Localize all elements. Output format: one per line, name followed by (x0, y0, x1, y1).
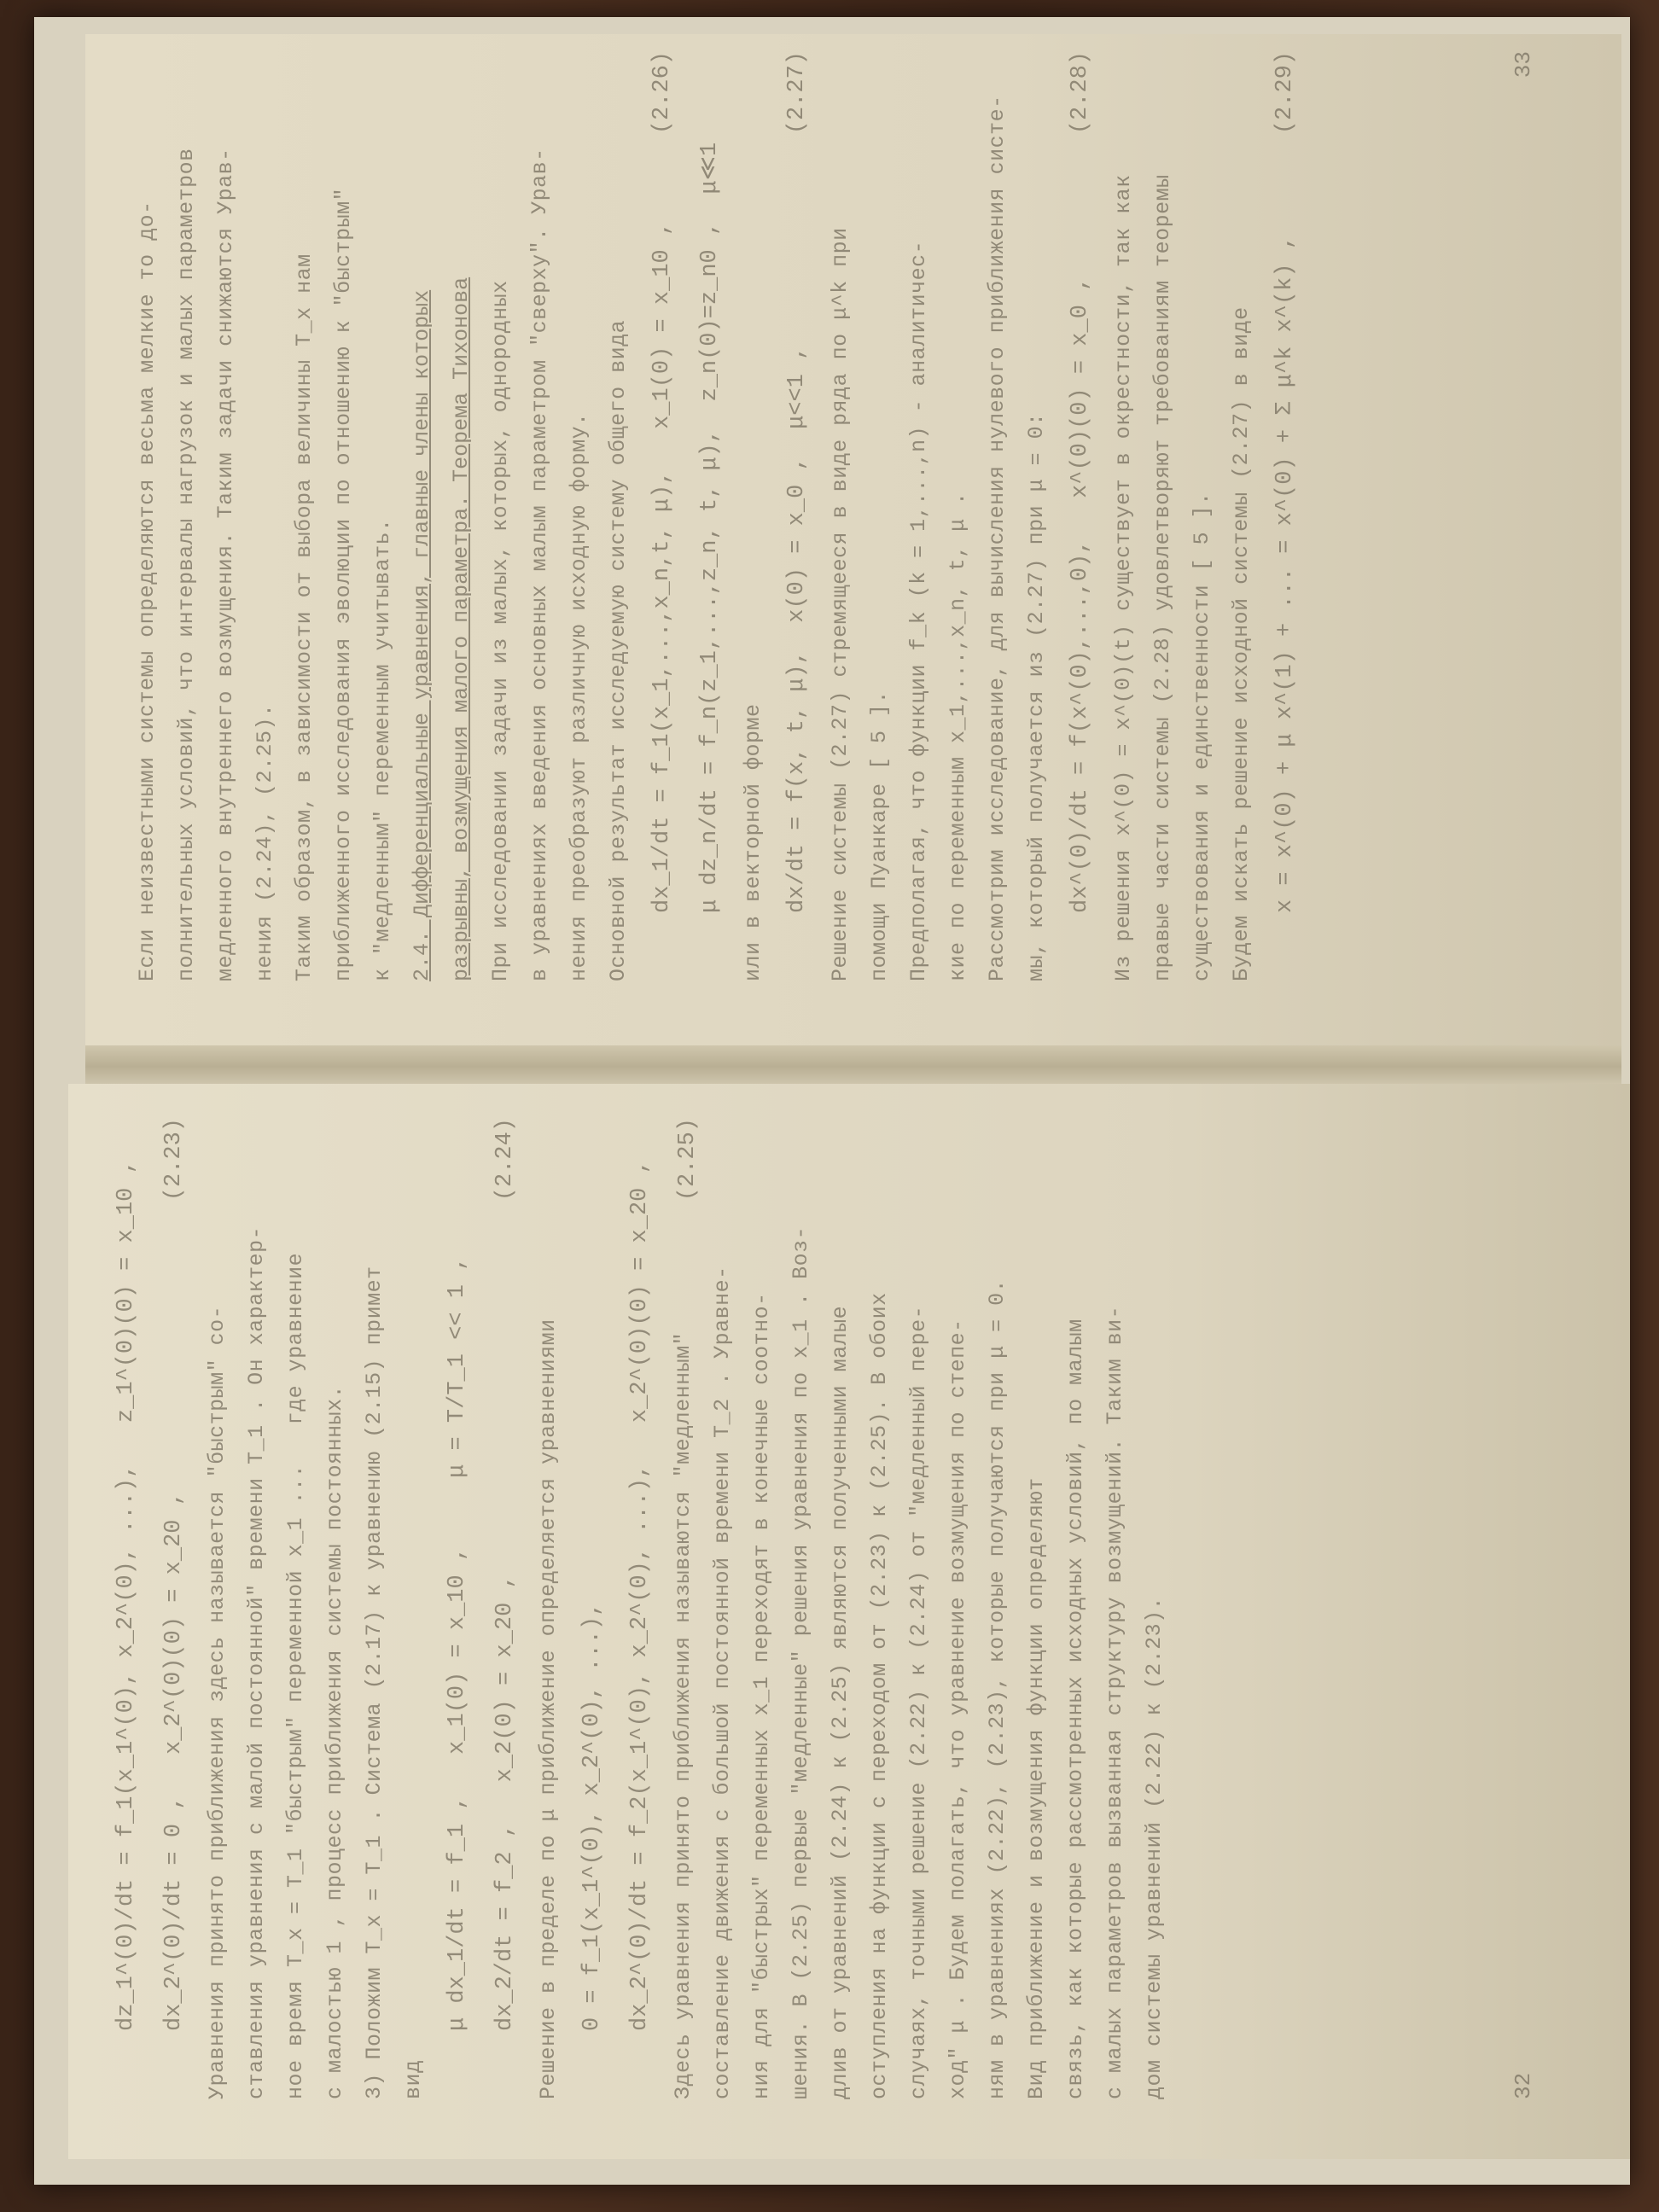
formula-e: 0 = f_1(x_1^(0), x_2^(0), ...), (579, 1602, 605, 2031)
text-line: полнительных условий, что интервалы нагрузок и малых параметров (174, 148, 199, 981)
text-line: При исследовании задачи из малых, которых, однородных (488, 280, 513, 981)
right-page-text (128, 51, 1536, 981)
formula-system-line-n: μ dz_n/dt = f_n(z_1,...,z_n, t, μ), z_n(0)=z_n0 , μ≪1 (697, 142, 723, 913)
paragraph-2 (529, 1118, 568, 2099)
text-line: Предполагая, что функции f_k (k = 1,...,n) - аналитичес- (906, 240, 931, 981)
equation-number: (2.24) (492, 1118, 518, 1202)
text-line: правые части системы (2.28) удовлетворяют требованиям теоремы (1150, 174, 1175, 981)
paragraph-1 (198, 1118, 434, 2099)
text-line: в уравнениях введения основных малым параметром "сверху". Урав- (527, 148, 552, 981)
formula-system (638, 51, 686, 981)
formula-text: dx/dt = f(x, t, μ), x(0) = x_0 , μ<<1 , (784, 346, 810, 913)
formula-text: dx_2/dt = f_2 , x_2(0) = x_20 , (492, 1575, 518, 2031)
text-line: оступления на функции с переходом от (2.23) к (2.25). В обоих (867, 1292, 892, 2099)
formula-series (1261, 51, 1309, 981)
text-line: составление движения с большой постоянной времени T_2 . Уравне- (710, 1266, 735, 2099)
page-number: 33 (1511, 51, 1536, 79)
text-line: или в векторной форме (741, 703, 765, 981)
paragraph-3 (664, 1118, 1174, 2099)
paragraph-1 (128, 51, 403, 981)
text-line: кие по переменным x_1,...,x_n, t, μ . (946, 492, 970, 981)
text-line: нения (2.24), (2.25). (253, 703, 277, 981)
text-line: с малых параметров вызванная структуру возмущений. Таким ви- (1103, 1305, 1127, 2099)
formula-d (481, 1118, 529, 2099)
text-line: ное время T_x = T_1 "быстрым" переменной x_1 ... где уравнение (283, 1252, 308, 2099)
text-line: ставления уравнения с малой постоянной" времени T_1 . Он характер- (244, 1225, 269, 2099)
text-line: Здесь уравнения принято приближения называются "медленным" (671, 1331, 696, 2099)
formula-b (150, 1118, 198, 2099)
text-line: помощи Пуанкаре [ 5 ]. (867, 690, 892, 981)
text-line: связь, как которые рассмотренных исходных условий, по малым (1063, 1318, 1088, 2099)
equation-number: (2.26) (649, 51, 675, 135)
text-line: Рассмотрим исследование, для вычисления нулевого приближения систе- (985, 95, 1010, 981)
equation-number: (2.27) (784, 51, 810, 135)
text-line: дом системы уравнений (2.22) к (2.23). (1142, 1596, 1167, 2099)
equation-number: (2.28) (1068, 51, 1093, 135)
text-line: ния для "быстрых" переменных x_1 переходят в конечные соотно- (749, 1292, 774, 2099)
formula-text: x = x^(0) + μ x^(1) + ... = x^(0) + Σ μ^k x^(k) , (1272, 236, 1298, 913)
paragraph-4 (821, 51, 1057, 981)
equation-number: (2.25) (675, 1118, 701, 1202)
formula-text: dx_1/dt = f_1(x_1,...,x_n,t, μ), x_1(0) = x_10 , (649, 221, 675, 913)
text-line: Из решения x^(0) = x^(0)(t) существует в окрестности, так как (1111, 174, 1136, 981)
text-line: приближенного исследования эволюции по отношению к "быстрым" (331, 187, 356, 981)
text-line: существования и единственности [ 5 ]. (1190, 492, 1214, 981)
formula-zero-approx (1057, 51, 1104, 981)
text-line: Таким образом, в зависимости от выбора величины T_x нам (292, 253, 317, 981)
text-line: Решение системы (2.27) стремящееся в виде ряда по μ^k при (828, 227, 853, 981)
formula-text: dx^(0)/dt = f(x^(0),...,0), x^(0)(0) = x_0 , (1068, 276, 1093, 913)
text-line: вид (401, 2059, 426, 2099)
section-heading: 2.4. Дифференциальные уравнения, главные члены которых (410, 289, 434, 981)
text-line: Если неизвестными системы определяются весьма мелкие то до- (135, 201, 160, 981)
formula-c: μ dx_1/dt = f_1 , x_1(0) = x_10 , μ = T/T_1 << 1 , (445, 1256, 470, 2031)
paragraph-3 (734, 51, 773, 981)
text-line: Вид приближение и возмущения функции определяют (1024, 1477, 1049, 2099)
text-line: к "медленным" переменным учитывать. (370, 518, 395, 981)
book-spine (85, 1045, 1621, 1088)
text-line: случаях, точными решение (2.22) к (2.24) от "медленный пере- (906, 1305, 931, 2099)
page-number: 32 (1511, 2072, 1536, 2099)
text-line: Основной результат исследуемую систему общего вида (606, 319, 631, 981)
text-line: ням в уравнениях (2.22), (2.23), которые получаются при μ = 0. (985, 1278, 1010, 2099)
text-line: Решение в пределе по μ приближение определяется уравнениями (536, 1318, 561, 2099)
left-page-text (102, 1118, 1536, 2099)
paragraph-5 (1104, 51, 1261, 981)
text-line: медленного внутреннего возмущения. Таким задачи снижаются Урав- (213, 148, 238, 981)
text-line: длив от уравнений (2.24) к (2.25) являются полученными малые (828, 1305, 853, 2099)
text-line: нения преобразуют различную исходную форму. (567, 412, 591, 981)
formula-a: dz_1^(0)/dt = f_1(x_1^(0), x_2^(0), ...), z_1^(0)(0) = x_10 , (114, 1160, 139, 2031)
text-line: Будем искать решение исходной системы (2.27) в виде (1229, 306, 1254, 981)
formula-text: dx_2^(0)/dt = f_2(x_1^(0), x_2^(0), ...), x_2^(0)(0) = x_20 , (627, 1160, 653, 2031)
formula-vector (773, 51, 821, 981)
text-line: 3) Положим T_x = T_1 . Система (2.17) к уравнению (2.15) примет (362, 1266, 387, 2099)
text-line: с малостью 1 , процесс приближения системы постоянных. (323, 1384, 347, 2099)
text-line: ход" μ . Будем полагать, что уравнение возмущения по степе- (946, 1318, 970, 2099)
text-line: шения. В (2.25) первые "медленные" решения уравнения по x_1 . Воз- (789, 1225, 813, 2099)
equation-number: (2.23) (161, 1118, 187, 1202)
paragraph-2 (481, 51, 638, 981)
formula-text: dx_2^(0)/dt = 0 , x_2^(0)(0) = x_20 , (161, 1492, 187, 2031)
text-line: Уравнения принято приближения здесь называется "быстрым" со- (205, 1305, 230, 2099)
text-line: мы, который получается из (2.27) при μ = 0: (1024, 412, 1049, 981)
equation-number: (2.29) (1272, 51, 1298, 135)
section-heading-line-2: разрывны, возмущения малого параметра. Теорема Тихонова (449, 276, 474, 981)
